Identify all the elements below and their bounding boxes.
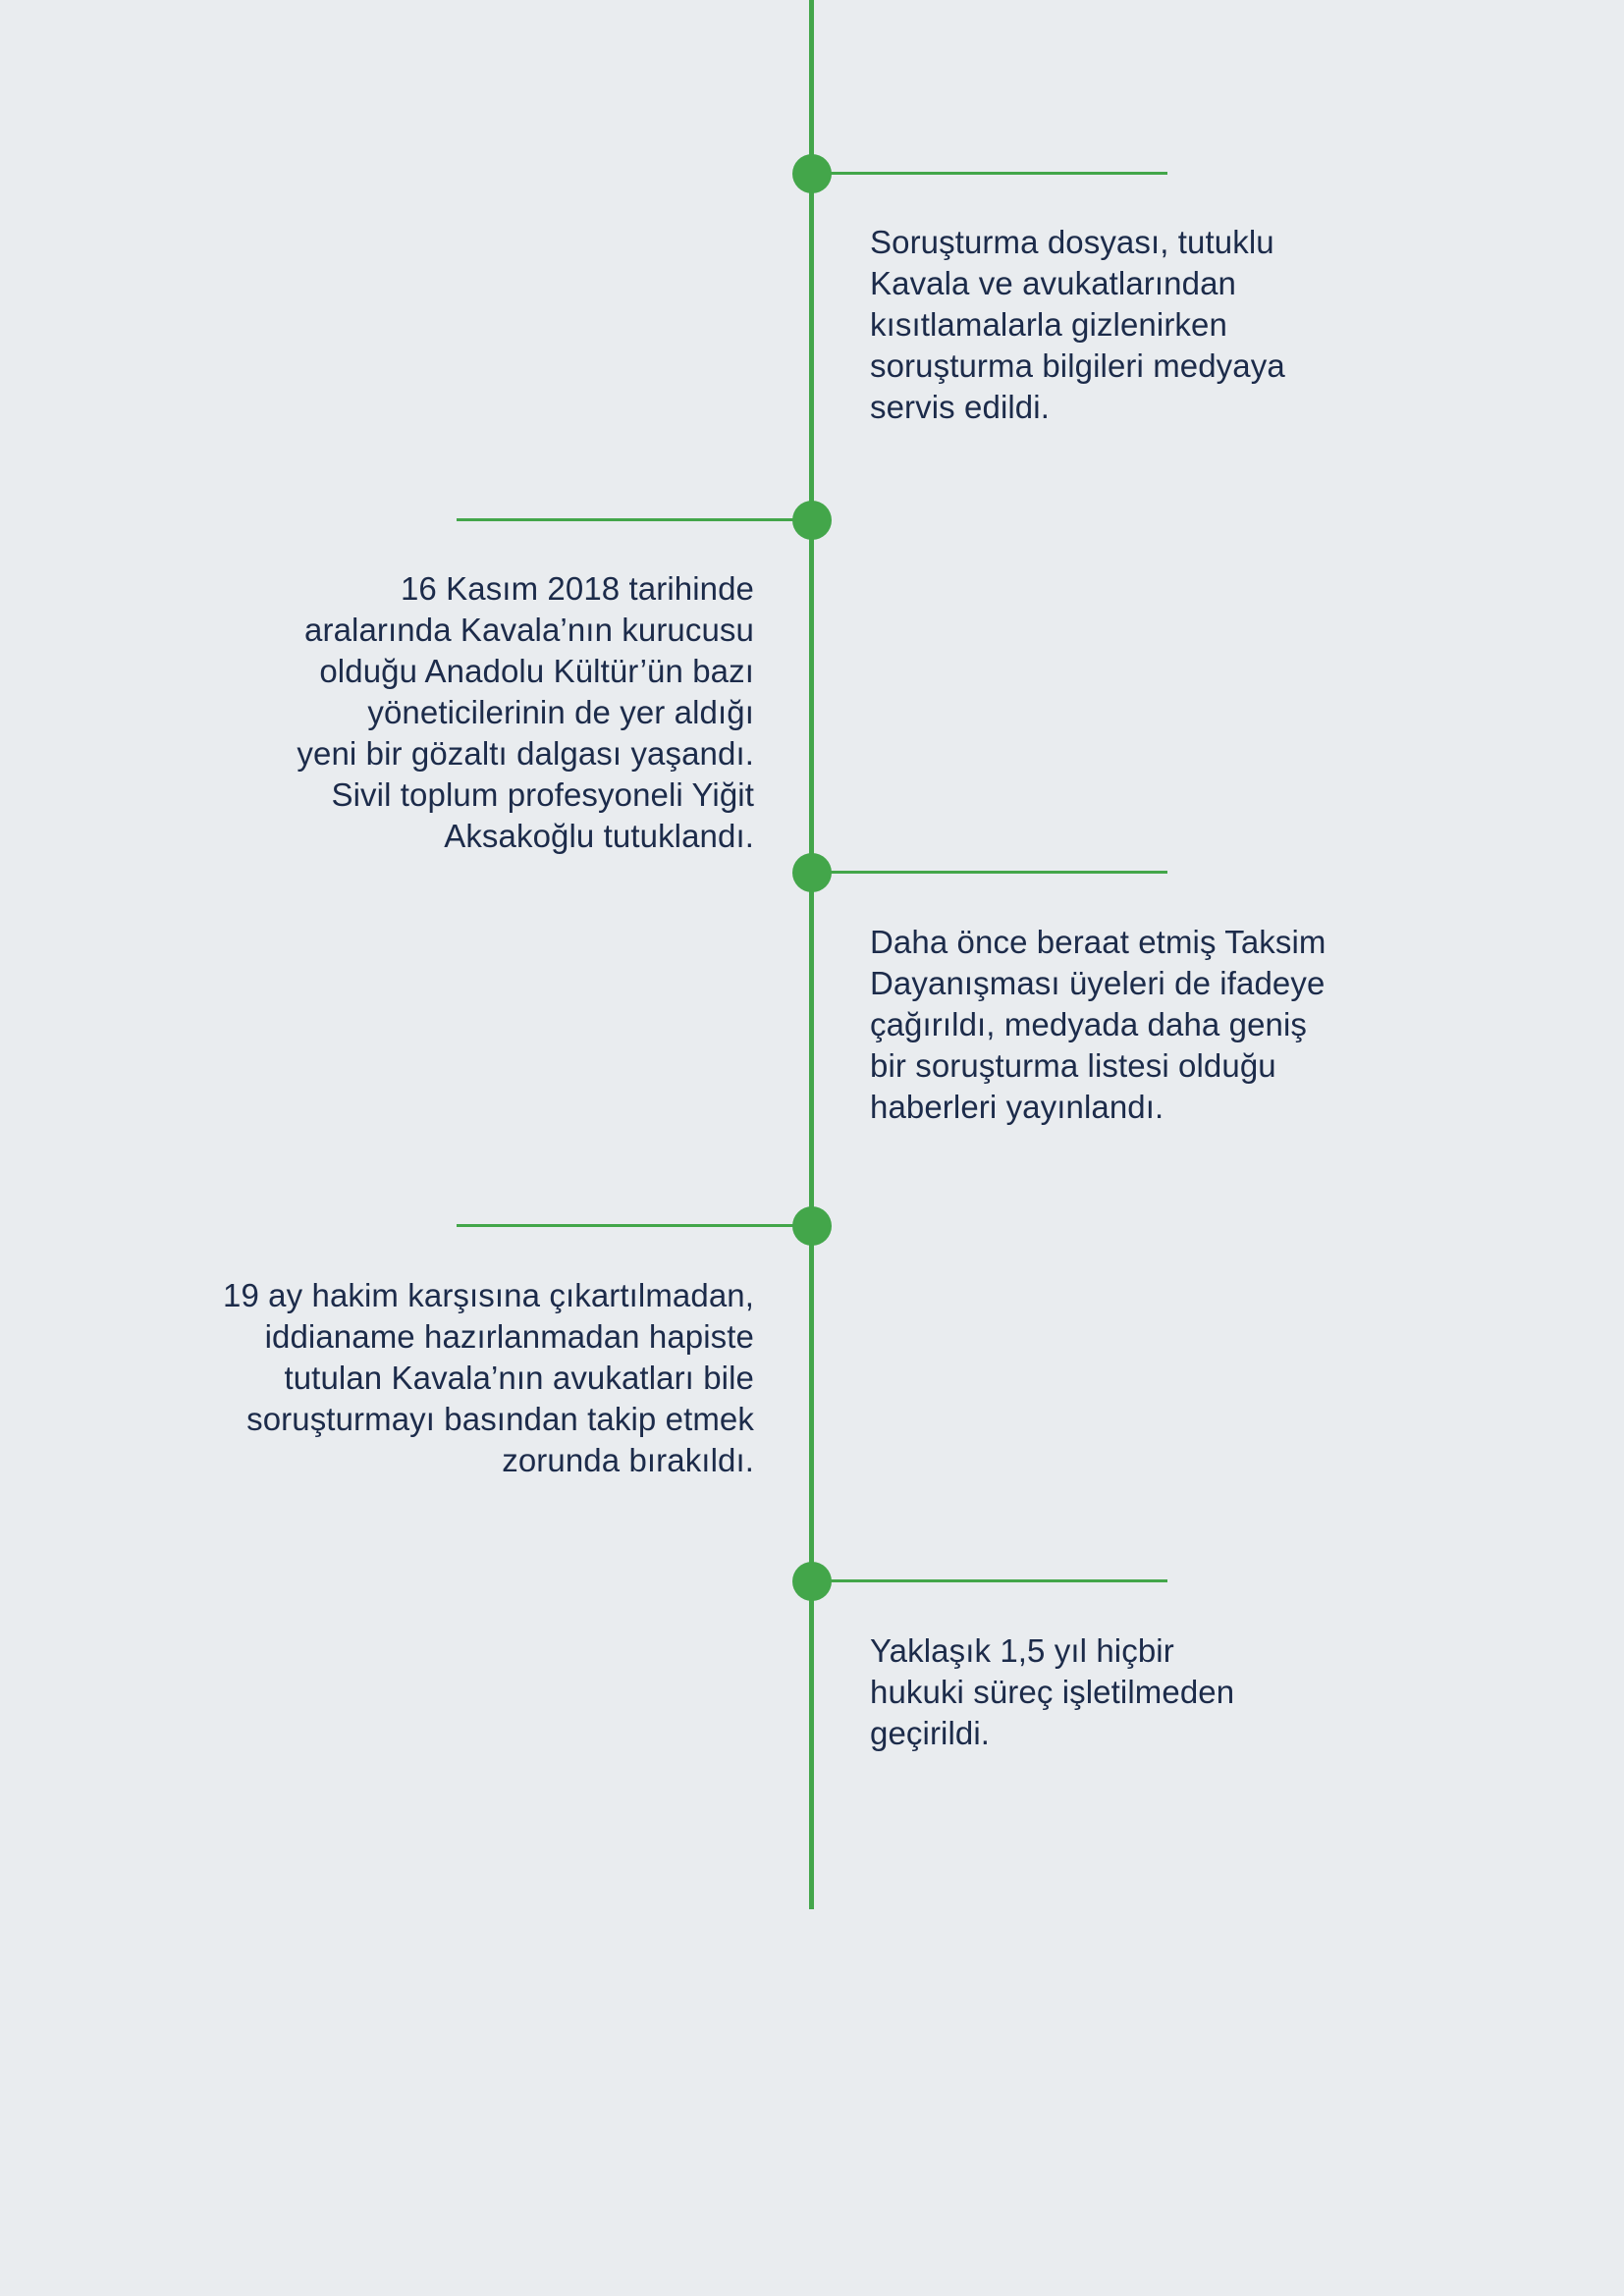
timeline-entry-text: 19 ay hakim karşısına çıkartılmadan, iddianame hazırlanmadan hapiste tutulan Kavala’nın avukatları bile soruşturmayı basından takip etmek zorunda bırakıldı.	[223, 1277, 754, 1478]
timeline-node	[792, 1562, 832, 1601]
timeline-node	[792, 1206, 832, 1246]
timeline-node	[792, 501, 832, 540]
timeline-entry-text: Daha önce beraat etmiş Taksim Dayanışması üyeleri de ifadeye çağırıldı, medyada daha geniş bir soruşturma listesi olduğu haberleri yayınlandı.	[870, 924, 1326, 1125]
timeline-connector	[457, 518, 795, 521]
timeline-entry-text: Soruşturma dosyası, tutuklu Kavala ve avukatlarından kısıtlamalarla gizlenirken soruşturma bilgileri medyaya servis edildi.	[870, 224, 1285, 425]
timeline-entry-text: 16 Kasım 2018 tarihinde aralarında Kavala’nın kurucusu olduğu Anadolu Kültür’ün bazı yöneticilerinin de yer aldığı yeni bir gözaltı dalgası yaşandı. Sivil toplum profesyoneli Yiğit Aksakoğlu tutuklandı.	[297, 570, 754, 854]
timeline-connector	[831, 871, 1167, 874]
timeline-entry-text: Yaklaşık 1,5 yıl hiçbir hukuki süreç işletilmeden geçirildi.	[870, 1632, 1235, 1751]
timeline-connector	[831, 1579, 1167, 1582]
timeline-line	[809, 0, 814, 1909]
timeline-connector	[831, 172, 1167, 175]
timeline-node	[792, 853, 832, 892]
timeline-node	[792, 154, 832, 193]
timeline-connector	[457, 1224, 795, 1227]
